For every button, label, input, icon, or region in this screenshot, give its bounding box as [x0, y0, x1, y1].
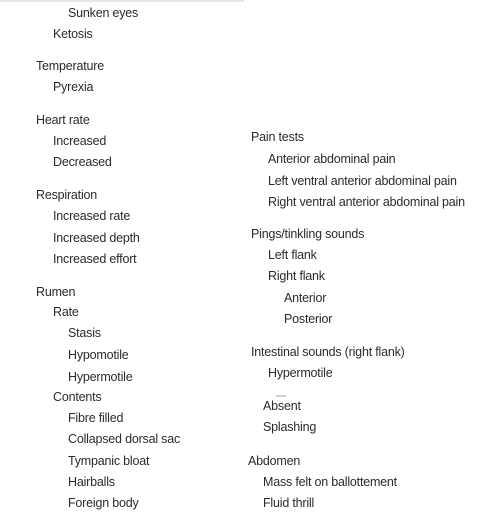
- item-increased-effort: Increased effort: [53, 252, 137, 266]
- item-posterior: Posterior: [284, 312, 333, 326]
- subheading-rate: Rate: [53, 305, 79, 319]
- item-anterior: Anterior: [284, 291, 327, 305]
- item-foreign-body: Foreign body: [68, 496, 139, 510]
- item-heart-decreased: Decreased: [53, 155, 112, 169]
- subheading-contents: Contents: [53, 390, 102, 404]
- item-tympanic-bloat: Tympanic bloat: [68, 454, 150, 468]
- item-increased-rate: Increased rate: [53, 209, 131, 223]
- item-increased-depth: Increased depth: [53, 231, 140, 245]
- item-hairballs: Hairballs: [68, 475, 115, 489]
- item-stasis: Stasis: [68, 326, 101, 340]
- heading-pings: Pings/tinkling sounds: [251, 227, 365, 241]
- item-fibre-filled: Fibre filled: [68, 411, 124, 425]
- item-left-flank: Left flank: [268, 248, 317, 262]
- item-left-ventral-pain: Left ventral anterior abdominal pain: [268, 174, 457, 188]
- heading-respiration: Respiration: [36, 188, 98, 202]
- faint-mark: [276, 395, 286, 397]
- heading-pain-tests: Pain tests: [251, 130, 304, 144]
- item-pyrexia: Pyrexia: [53, 80, 94, 94]
- heading-temperature: Temperature: [36, 59, 104, 73]
- item-mass-ballottement: Mass felt on ballottement: [263, 475, 397, 489]
- item-hypermotile: Hypermotile: [68, 370, 133, 384]
- heading-abdomen: Abdomen: [248, 454, 301, 468]
- heading-heart-rate: Heart rate: [36, 113, 90, 127]
- heading-intestinal-sounds: Intestinal sounds (right flank): [251, 345, 405, 359]
- item-right-flank: Right flank: [268, 269, 325, 283]
- item-collapsed-dorsal-sac: Collapsed dorsal sac: [68, 432, 181, 446]
- item-absent: Absent: [263, 399, 301, 413]
- item-right-ventral-pain: Right ventral anterior abdominal pain: [268, 195, 465, 209]
- heading-rumen: Rumen: [36, 285, 76, 299]
- item-hypomotile: Hypomotile: [68, 348, 129, 362]
- item-anterior-abdominal-pain: Anterior abdominal pain: [268, 152, 396, 166]
- item-fluid-thrill: Fluid thrill: [263, 496, 315, 510]
- item-ketosis: Ketosis: [53, 27, 93, 41]
- item-heart-increased: Increased: [53, 134, 107, 148]
- item-splashing: Splashing: [263, 420, 317, 434]
- top-divider: [0, 0, 244, 2]
- item-intestinal-hypermotile: Hypermotile: [268, 366, 333, 380]
- item-sunken-eyes: Sunken eyes: [68, 6, 139, 20]
